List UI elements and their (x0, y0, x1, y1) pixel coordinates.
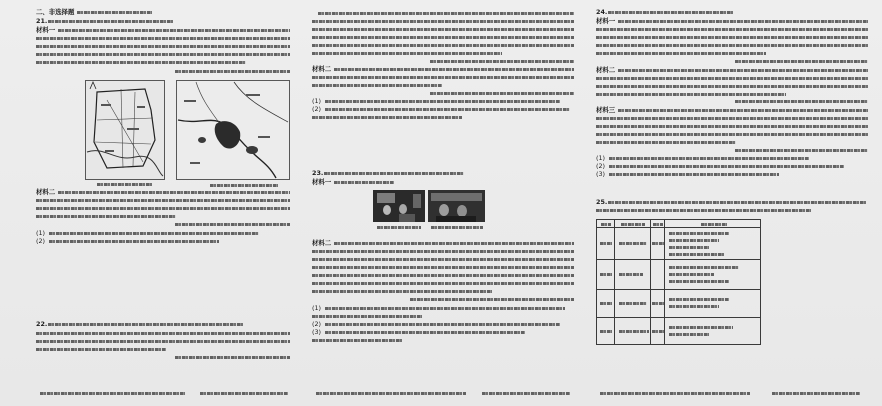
illegible-text-line (618, 109, 868, 112)
illegible-text-line (36, 332, 290, 335)
illegible-text-line (48, 20, 173, 23)
illegible-text-line (600, 330, 612, 333)
table-header-cell (665, 220, 761, 228)
table-cell (597, 260, 615, 290)
illegible-text-line (49, 232, 259, 235)
illegible-text-line (430, 60, 574, 63)
illegible-text-line (600, 302, 612, 305)
illegible-text-line (175, 223, 290, 226)
table-cell (597, 318, 615, 345)
table-cell (615, 228, 651, 260)
illegible-text-line (175, 356, 290, 359)
illegible-text-line (312, 52, 502, 55)
q25-table (596, 219, 761, 345)
q21-material-1-label: 材料一 (36, 26, 56, 34)
illegible-text-line (619, 330, 649, 333)
q24-number: 24. (596, 8, 608, 16)
q23-number: 23. (312, 169, 324, 177)
illegible-text-line (609, 157, 809, 160)
illegible-text-line (669, 266, 739, 269)
illegible-text-line (316, 392, 466, 395)
table-cell (615, 260, 651, 290)
illegible-text-line (669, 246, 709, 249)
section-heading: 二、非选择题 (36, 8, 75, 16)
illegible-text-line (600, 273, 612, 276)
illegible-text-line (430, 92, 574, 95)
illegible-text-line (431, 226, 483, 229)
table-cell (615, 318, 651, 345)
illegible-text-line (325, 307, 565, 310)
illegible-text-line (621, 223, 645, 226)
illegible-text-line (312, 266, 574, 269)
illegible-text-line (49, 240, 219, 243)
table-header-cell (615, 220, 651, 228)
q25-number: 25. (596, 198, 608, 206)
illegible-text-line (40, 392, 185, 395)
illegible-text-line (334, 68, 574, 71)
illegible-text-line (596, 85, 868, 88)
illegible-text-line (48, 323, 243, 326)
table-cell (651, 318, 665, 345)
q21-sub-2-marker: (2) (36, 237, 46, 245)
illegible-text-line (318, 12, 574, 15)
illegible-text-line (36, 199, 290, 202)
illegible-text-line (36, 45, 290, 48)
table-row (597, 260, 761, 290)
historical-photo-1 (373, 190, 425, 222)
illegible-text-line (596, 77, 868, 80)
illegible-text-line (735, 60, 868, 63)
table-cell (615, 290, 651, 318)
q23-sub-3-marker: (3) (312, 328, 322, 336)
table-cell (651, 228, 665, 260)
table-row (597, 290, 761, 318)
illegible-text-line (312, 282, 574, 285)
illegible-text-line (608, 201, 866, 204)
illegible-text-line (619, 302, 647, 305)
illegible-text-line (312, 116, 462, 119)
q24-sub-3-marker: (3) (596, 170, 606, 178)
illegible-text-line (325, 331, 525, 334)
illegible-text-line (36, 348, 166, 351)
table-cell (665, 290, 761, 318)
illegible-text-line (596, 125, 868, 128)
table-cell (665, 318, 761, 345)
q21-number: 21. (36, 17, 48, 25)
illegible-text-line (377, 226, 421, 229)
illegible-text-line (312, 339, 402, 342)
table-row (597, 318, 761, 345)
q22-sub-2-marker: (2) (312, 105, 322, 113)
illegible-text-line (410, 298, 574, 301)
illegible-text-line (669, 273, 714, 276)
illegible-text-line (618, 20, 868, 23)
q23-sub-2-marker: (2) (312, 320, 322, 328)
q23-sub-1-marker: (1) (312, 304, 322, 312)
illegible-text-line (334, 181, 394, 184)
illegible-text-line (596, 36, 868, 39)
illegible-text-line (653, 223, 663, 226)
q24-sub-2-marker: (2) (596, 162, 606, 170)
illegible-text-line (596, 133, 868, 136)
illegible-text-line (596, 52, 766, 55)
table-header-row (597, 220, 761, 228)
table-header-cell (597, 220, 615, 228)
illegible-text-line (669, 326, 733, 329)
illegible-text-line (312, 44, 574, 47)
table-cell (597, 228, 615, 260)
table-cell (651, 290, 665, 318)
illegible-text-line (312, 315, 422, 318)
illegible-text-line (669, 239, 719, 242)
illegible-text-line (36, 61, 246, 64)
q22-number: 22. (36, 320, 48, 328)
illegible-text-line (312, 274, 574, 277)
illegible-text-line (482, 392, 570, 395)
illegible-text-line (97, 183, 152, 186)
q23-material-2-label: 材料二 (312, 239, 332, 247)
illegible-text-line (200, 392, 288, 395)
illegible-text-line (652, 330, 664, 333)
illegible-text-line (596, 141, 736, 144)
q22-sub-1-marker: (1) (312, 97, 322, 105)
illegible-text-line (619, 273, 643, 276)
illegible-text-line (609, 173, 779, 176)
illegible-text-line (36, 53, 290, 56)
map-urban-area-small (246, 146, 258, 154)
illegible-text-line (36, 37, 290, 40)
q23-material-1-label: 材料一 (312, 178, 332, 186)
historical-photo-2 (428, 190, 485, 222)
illegible-text-line (312, 84, 442, 87)
illegible-text-line (312, 36, 574, 39)
illegible-text-line (77, 11, 152, 14)
illegible-text-line (312, 258, 574, 261)
illegible-text-line (175, 70, 290, 73)
illegible-text-line (210, 184, 278, 187)
illegible-text-line (596, 28, 868, 31)
illegible-text-line (609, 165, 844, 168)
q24-material-2-label: 材料二 (596, 66, 616, 74)
q22-material-2-label: 材料二 (312, 65, 332, 73)
illegible-text-line (669, 232, 729, 235)
illegible-text-line (36, 340, 290, 343)
illegible-text-line (669, 253, 724, 256)
illegible-text-line (36, 215, 176, 218)
illegible-text-line (312, 290, 492, 293)
illegible-text-line (669, 298, 729, 301)
illegible-text-line (735, 149, 868, 152)
illegible-text-line (669, 280, 729, 283)
illegible-text-line (58, 191, 290, 194)
illegible-text-line (600, 242, 612, 245)
illegible-text-line (312, 20, 574, 23)
table-cell (665, 260, 761, 290)
illegible-text-line (325, 100, 560, 103)
illegible-text-line (596, 117, 868, 120)
table-row (597, 228, 761, 260)
illegible-text-line (596, 44, 868, 47)
illegible-text-line (619, 242, 647, 245)
region-map-figure (176, 80, 290, 180)
illegible-text-line (312, 250, 574, 253)
illegible-text-line (772, 392, 860, 395)
map-urban-area-small (198, 137, 206, 143)
table-header-cell (651, 220, 665, 228)
illegible-text-line (325, 323, 560, 326)
illegible-text-line (596, 209, 811, 212)
illegible-text-line (325, 108, 570, 111)
illegible-text-line (334, 242, 574, 245)
q21-sub-1-marker: (1) (36, 229, 46, 237)
illegible-text-line (312, 28, 574, 31)
q24-material-1-label: 材料一 (596, 17, 616, 25)
table-cell (651, 260, 665, 290)
illegible-text-line (324, 172, 464, 175)
city-map-figure (85, 80, 165, 180)
illegible-text-line (652, 302, 664, 305)
illegible-text-line (58, 29, 290, 32)
illegible-text-line (36, 207, 290, 210)
illegible-text-line (608, 11, 733, 14)
table-cell (665, 228, 761, 260)
illegible-text-line (669, 333, 709, 336)
illegible-text-line (652, 242, 664, 245)
illegible-text-line (669, 305, 719, 308)
illegible-text-line (601, 223, 611, 226)
illegible-text-line (600, 392, 750, 395)
illegible-text-line (312, 76, 574, 79)
q21-material-2-label: 材料二 (36, 188, 56, 196)
illegible-text-line (596, 93, 786, 96)
illegible-text-line (618, 69, 868, 72)
q24-material-3-label: 材料三 (596, 106, 616, 114)
q24-sub-1-marker: (1) (596, 154, 606, 162)
table-cell (597, 290, 615, 318)
illegible-text-line (701, 223, 727, 226)
illegible-text-line (735, 100, 868, 103)
